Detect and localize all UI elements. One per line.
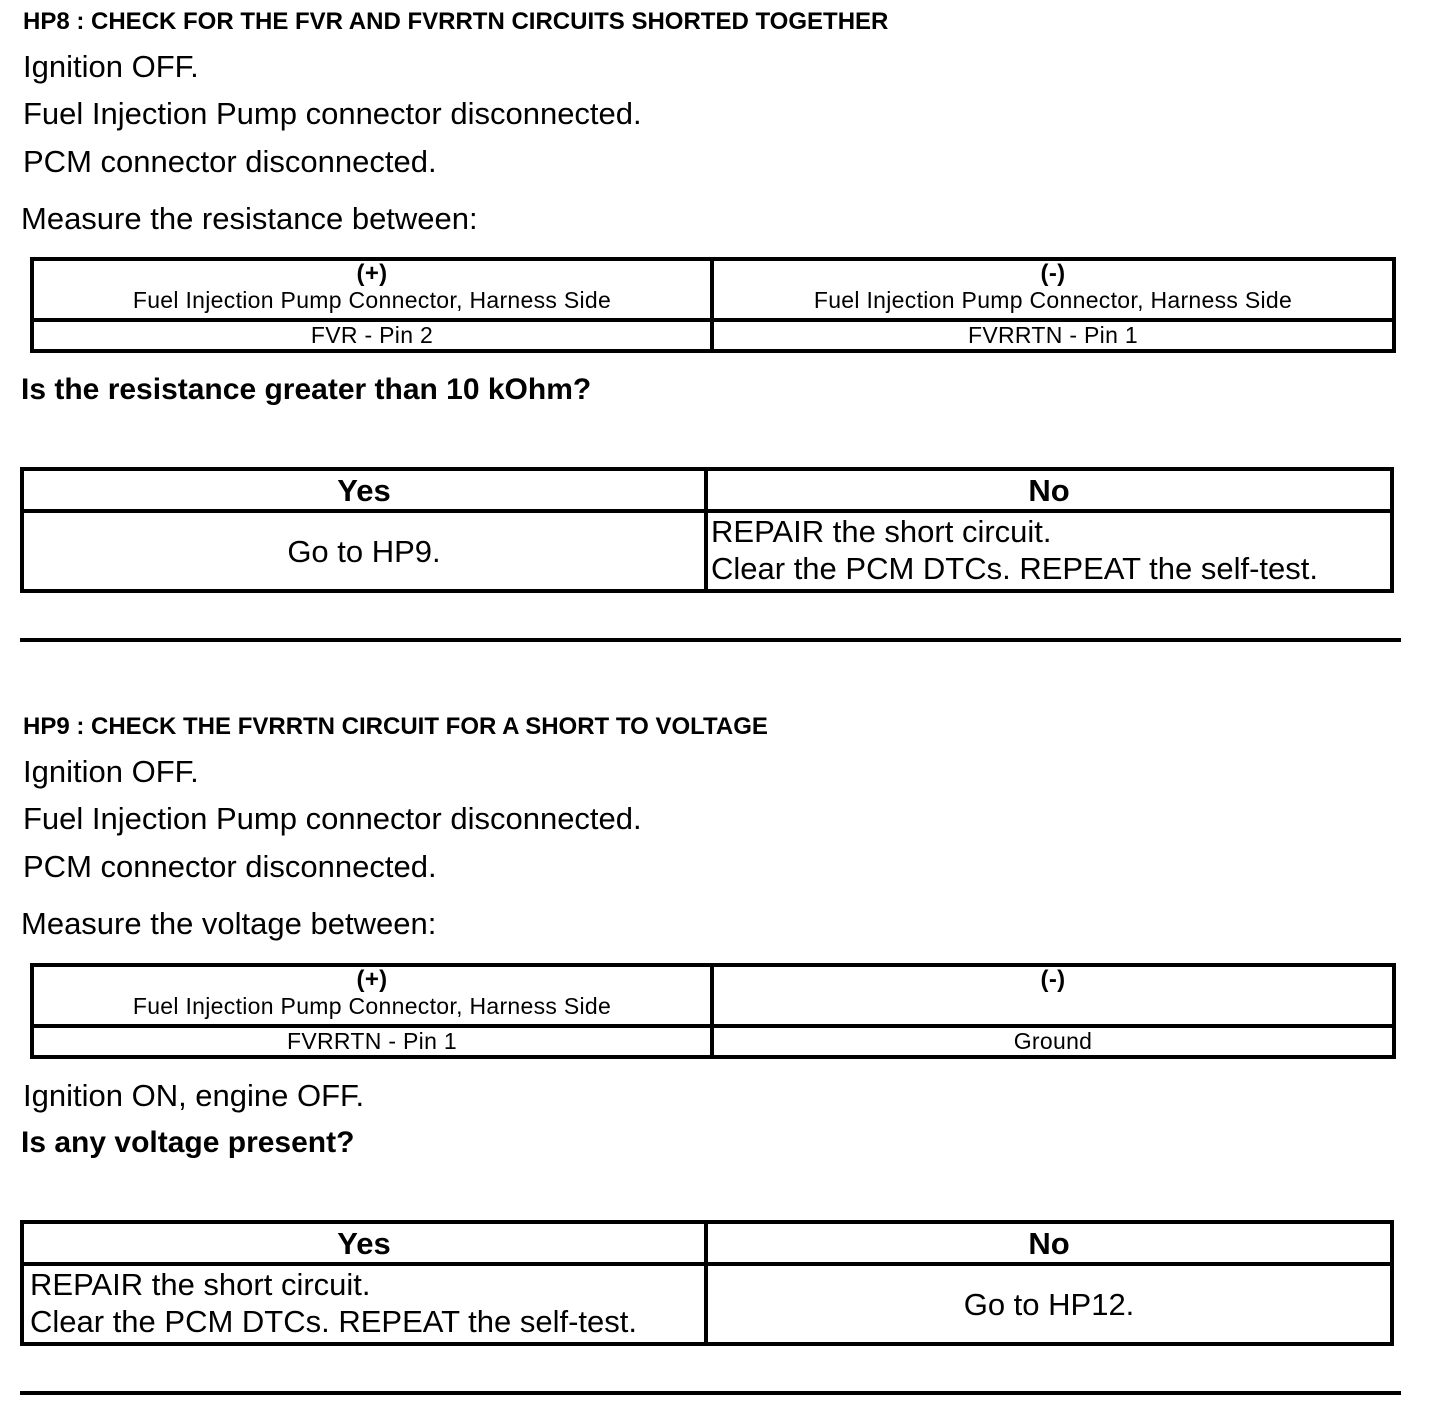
hp9-positive-sign: (+) (356, 966, 388, 993)
hp9-step: Ignition ON, engine OFF. (23, 1078, 365, 1113)
hp9-yes-header: Yes (22, 1222, 706, 1264)
hp9-condition-pcm-connector: PCM connector disconnected. (23, 849, 437, 884)
hp9-positive-header (32, 965, 712, 1026)
hp9-yes-action (22, 1264, 706, 1344)
hp9-no-header: No (706, 1222, 1392, 1264)
hp8-positive-header (32, 259, 712, 320)
hp8-title: HP8 : CHECK FOR THE FVR AND FVRRTN CIRCUITS SHORTED TOGETHER (23, 8, 889, 35)
hp8-no-action-line1: REPAIR the short circuit. (711, 514, 1052, 549)
hp8-condition-pump-connector: Fuel Injection Pump connector disconnected. (23, 96, 642, 131)
hp8-yes-action: Go to HP9. (22, 511, 706, 591)
hp8-negative-label: Fuel Injection Pump Connector, Harness Side (813, 287, 1293, 313)
hp9-no-action: Go to HP12. (706, 1264, 1392, 1344)
hp8-measurement-table (30, 257, 1396, 353)
hp8-negative-sign: (-) (1040, 260, 1066, 287)
hp8-positive-sign: (+) (356, 260, 388, 287)
hp9-question: Is any voltage present? (21, 1126, 355, 1159)
section-divider (20, 638, 1401, 642)
hp8-no-header: No (706, 469, 1392, 511)
hp8-positive-value: FVR - Pin 2 (32, 320, 712, 351)
hp9-title: HP9 : CHECK THE FVRRTN CIRCUIT FOR A SHORT TO VOLTAGE (23, 713, 768, 740)
hp8-yes-header: Yes (22, 469, 706, 511)
hp8-positive-label: Fuel Injection Pump Connector, Harness Side (132, 287, 612, 313)
hp9-measure-label: Measure the voltage between: (21, 906, 437, 941)
hp8-condition-ignition: Ignition OFF. (23, 49, 199, 84)
hp9-positive-label: Fuel Injection Pump Connector, Harness Side (132, 993, 612, 1019)
hp8-no-action-line2: Clear the PCM DTCs. REPEAT the self-test. (711, 551, 1318, 586)
hp8-condition-pcm-connector: PCM connector disconnected. (23, 144, 437, 179)
hp9-positive-value: FVRRTN - Pin 1 (32, 1026, 712, 1057)
hp9-condition-ignition: Ignition OFF. (23, 754, 199, 789)
hp8-negative-header (712, 259, 1394, 320)
hp8-measure-label: Measure the resistance between: (21, 201, 478, 236)
hp8-negative-value: FVRRTN - Pin 1 (712, 320, 1394, 351)
section-divider-bottom (20, 1391, 1401, 1395)
hp9-yes-action-line1: REPAIR the short circuit. (30, 1267, 371, 1302)
hp8-answer-table (20, 467, 1394, 593)
hp9-negative-header (712, 965, 1394, 1026)
hp9-negative-value: Ground (712, 1026, 1394, 1057)
hp9-yes-action-line2: Clear the PCM DTCs. REPEAT the self-test. (30, 1304, 637, 1339)
hp9-negative-sign: (-) (1040, 966, 1066, 993)
hp9-measurement-table (30, 963, 1396, 1059)
hp8-question: Is the resistance greater than 10 kOhm? (21, 373, 592, 406)
hp9-answer-table (20, 1220, 1394, 1346)
hp8-no-action (706, 511, 1392, 591)
hp9-condition-pump-connector: Fuel Injection Pump connector disconnected. (23, 801, 642, 836)
